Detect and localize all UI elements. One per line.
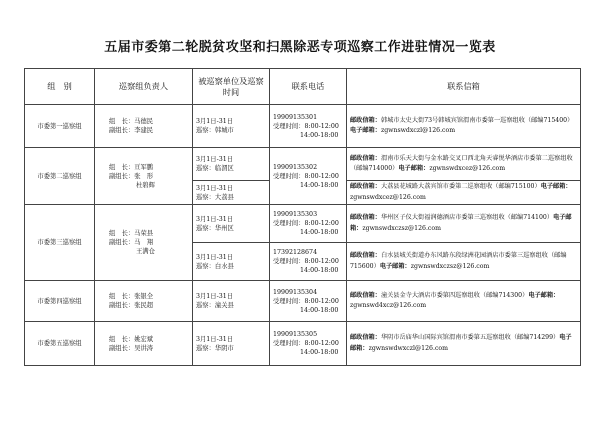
phone-number: 17392128674 bbox=[273, 249, 318, 256]
leader-cell bbox=[95, 105, 193, 148]
header-leader: 巡察组负责人 bbox=[95, 69, 193, 105]
email-address: zgwnswdxcez@126.com bbox=[429, 165, 506, 172]
leader-line: 副组长：张民超 bbox=[109, 302, 154, 309]
hours-line: 14:00-18:00 bbox=[300, 181, 339, 189]
table-row bbox=[25, 322, 581, 366]
email-address: zgwnswd4xcz@126.com bbox=[350, 302, 427, 309]
phone-cell bbox=[270, 281, 347, 322]
hours-line: 14:00-18:00 bbox=[300, 306, 339, 314]
unit-date: 3月1日-31日 bbox=[196, 293, 234, 300]
mail-cell bbox=[347, 281, 581, 322]
mail-text: 韩城市太史大街73号韩城宾馆渭南市委第一巡察组收（邮编715400） bbox=[380, 116, 574, 124]
email-label: 电子邮箱： bbox=[398, 165, 430, 172]
hours-line: 受理时间：8:00-12:00 bbox=[273, 172, 339, 180]
table-row bbox=[25, 205, 581, 243]
phone-number: 19909135304 bbox=[273, 288, 318, 296]
table-row bbox=[25, 148, 581, 181]
email-address: zgwnswdxcez@126.com bbox=[350, 193, 426, 201]
leader-line: 组 长：马德民 bbox=[109, 118, 154, 125]
hours-line: 14:00-18:00 bbox=[300, 229, 339, 236]
unit-target: 巡察：临渭区 bbox=[196, 165, 234, 172]
email-address: zgwnswdwxczl@126.com bbox=[368, 344, 449, 352]
table-row bbox=[25, 105, 581, 148]
unit-target: 巡察：潼关县 bbox=[196, 302, 234, 309]
mail-label: 邮政信箱： bbox=[350, 291, 381, 299]
unit-date: 3月1日-31日 bbox=[196, 184, 234, 192]
email-address: zgwnswdxczl@126.com bbox=[380, 127, 456, 134]
mail-cell bbox=[347, 243, 581, 281]
hours-line: 14:00-18:00 bbox=[300, 267, 339, 274]
email-label: 电子邮箱： bbox=[350, 334, 572, 352]
unit-cell bbox=[193, 243, 270, 281]
group-cell: 市委第四巡察组 bbox=[25, 281, 95, 322]
group-cell: 市委第五巡察组 bbox=[25, 322, 95, 366]
leader-line: 副组长：张 形 bbox=[109, 172, 154, 180]
hours-line: 受理时间：8:00-12:00 bbox=[273, 220, 339, 227]
leader-cell bbox=[95, 205, 193, 281]
hours-line: 受理时间：8:00-12:00 bbox=[273, 340, 339, 347]
mail-cell bbox=[347, 322, 581, 366]
unit-target: 巡察：华州区 bbox=[196, 224, 234, 232]
hours-line: 14:00-18:00 bbox=[300, 131, 339, 139]
hours-line: 受理时间：8:00-12:00 bbox=[273, 258, 339, 265]
inspection-table bbox=[24, 68, 581, 366]
mail-text: 白水县城关街道办东风路东段绿洲花园酒店市委第三巡察组收（邮编715600） bbox=[350, 252, 567, 270]
unit-cell bbox=[193, 181, 270, 205]
mail-label: 邮政信箱： bbox=[350, 214, 381, 221]
email-label: 电子邮箱： bbox=[379, 262, 411, 270]
leader-line: 组 长：张银全 bbox=[109, 293, 154, 300]
unit-cell bbox=[193, 281, 270, 322]
unit-date: 3月1日-31日 bbox=[196, 118, 234, 125]
mail-label: 邮政信箱： bbox=[350, 154, 381, 162]
mail-label: 邮政信箱： bbox=[350, 334, 381, 341]
document-title: 五届市委第二轮脱贫攻坚和扫黑除恶专项巡察工作进驻情况一览表 bbox=[104, 40, 496, 55]
mail-cell bbox=[347, 181, 581, 205]
mail-label: 邮政信箱： bbox=[350, 116, 381, 124]
mail-cell bbox=[347, 148, 581, 181]
leader-line: 王满仓 bbox=[136, 248, 155, 255]
header-unit: 被巡察单位及巡察时间 bbox=[193, 69, 270, 105]
unit-target: 巡察：白水县 bbox=[196, 262, 234, 270]
unit-target: 巡察：韩城市 bbox=[196, 127, 234, 134]
phone-cell bbox=[270, 243, 347, 281]
leader-cell bbox=[95, 322, 193, 366]
table-row bbox=[25, 281, 581, 322]
phone-number: 19909135302 bbox=[273, 163, 318, 171]
leader-line: 组 长：姚宏斌 bbox=[109, 335, 154, 343]
unit-date: 3月1日-31日 bbox=[196, 215, 234, 223]
phone-cell bbox=[270, 148, 347, 205]
email-label: 电子邮箱： bbox=[540, 183, 572, 190]
unit-date: 3月1日-31日 bbox=[196, 253, 234, 261]
mail-text: 华阴市岳庙华山国际宾馆渭南市委第五巡察组收（邮编714299） bbox=[380, 334, 560, 341]
group-cell: 市委第一巡察组 bbox=[25, 105, 95, 148]
mail-cell bbox=[347, 105, 581, 148]
email-label: 电子邮箱： bbox=[528, 291, 560, 299]
leader-cell bbox=[95, 281, 193, 322]
mail-label: 邮政信箱： bbox=[350, 252, 381, 259]
email-address: zgwnswdxczsz@126.com bbox=[362, 224, 441, 232]
leader-line: 杜碧辉 bbox=[136, 181, 155, 189]
leader-line: 副组长：马 翔 bbox=[109, 239, 154, 246]
email-label: 电子邮箱： bbox=[350, 127, 381, 134]
leader-line: 组 长：亘军鹏 bbox=[109, 163, 154, 171]
phone-number: 19909135301 bbox=[273, 113, 318, 121]
header-mail: 联系信箱 bbox=[347, 69, 581, 105]
header-row bbox=[25, 69, 581, 105]
unit-target: 巡察：大荔县 bbox=[196, 193, 234, 201]
mail-cell bbox=[347, 205, 581, 243]
group-cell: 市委第三巡察组 bbox=[25, 205, 95, 281]
mail-text: 渭南市乐天大街与金水路交叉口西北角天睿悦华酒店市委第二巡察组收（邮编714000） bbox=[350, 154, 573, 172]
header-group: 组 别 bbox=[25, 69, 95, 105]
hours-line: 受理时间：8:00-12:00 bbox=[273, 297, 339, 305]
phone-cell bbox=[270, 205, 347, 243]
leader-line: 组 长：马荣县 bbox=[109, 230, 154, 237]
mail-label: 邮政信箱： bbox=[350, 183, 381, 190]
unit-target: 巡察：华阴市 bbox=[196, 344, 234, 352]
header-phone: 联系电话 bbox=[270, 69, 347, 105]
hours-line: 受理时间：8:00-12:00 bbox=[273, 122, 339, 130]
leader-line: 副组长：吴讲涛 bbox=[109, 344, 154, 352]
group-cell: 市委第二巡察组 bbox=[25, 148, 95, 205]
phone-number: 19909135305 bbox=[273, 331, 318, 338]
unit-cell bbox=[193, 322, 270, 366]
phone-cell bbox=[270, 322, 347, 366]
mail-text: 华州区子仪大街福润德酒店市委第三巡察组收（邮编714100） bbox=[380, 214, 554, 221]
unit-cell bbox=[193, 105, 270, 148]
unit-date: 3月1日-31日 bbox=[196, 156, 234, 163]
hours-line: 14:00-18:00 bbox=[300, 349, 339, 356]
phone-number: 19909135303 bbox=[273, 211, 318, 218]
leader-line: 副组长：李建民 bbox=[109, 127, 154, 134]
leader-cell bbox=[95, 148, 193, 205]
unit-cell bbox=[193, 205, 270, 243]
mail-text: 大荔县花城路大荔宾馆市委第二巡察组收（邮编715100） bbox=[380, 183, 541, 190]
email-address: zgwnswdxczsz@126.com bbox=[410, 262, 490, 270]
unit-cell bbox=[193, 148, 270, 181]
mail-text: 潼关县金寺大酒店市委第四巡察组收（邮编714300） bbox=[380, 291, 529, 299]
phone-cell bbox=[270, 105, 347, 148]
unit-date: 3月1日-31日 bbox=[196, 335, 234, 343]
email-label: 电子邮箱： bbox=[350, 214, 572, 232]
